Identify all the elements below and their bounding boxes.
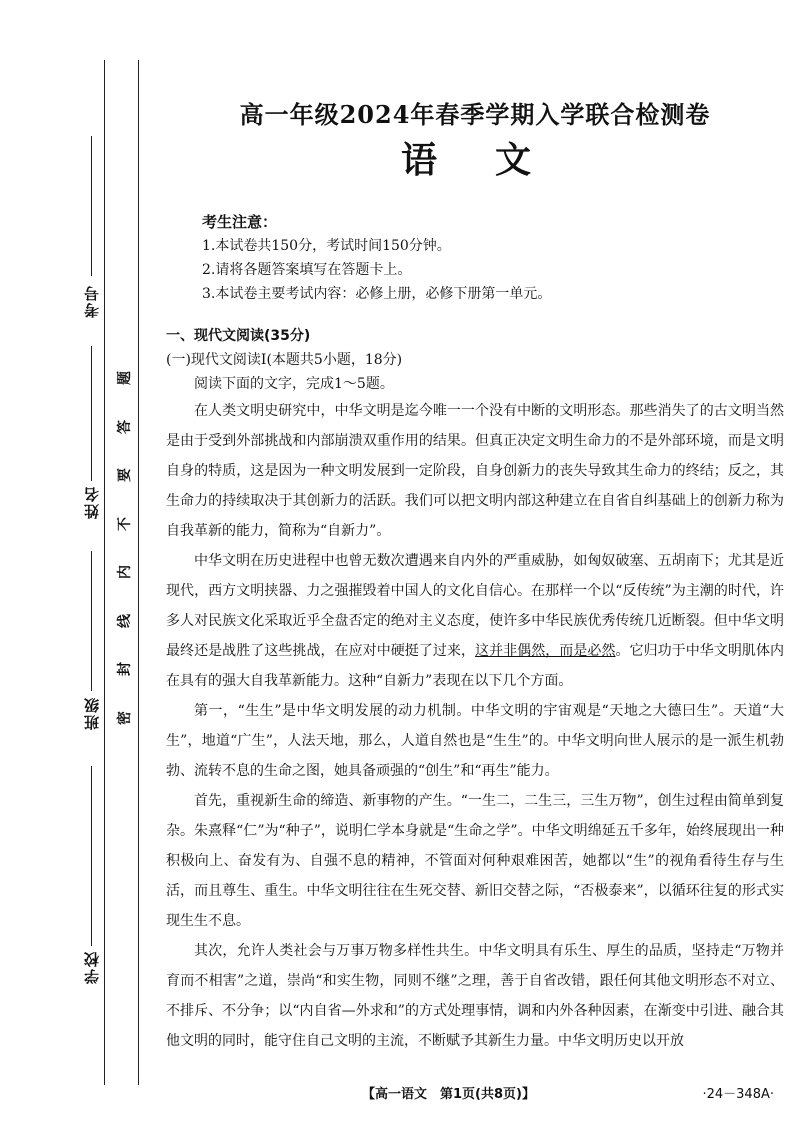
field-school <box>74 950 108 984</box>
reading-instruction: 阅读下面的文字，完成1～5题。 <box>194 376 394 392</box>
paragraph-text: 。它归功于中华文明肌体内在具有的强大自我革新能力。这种“自新力”表现在以下几个方面。 <box>166 643 785 689</box>
seal-char: 密 <box>117 710 133 725</box>
section-heading: 一、现代文阅读(35分) <box>166 328 311 344</box>
passage-paragraph: 其次，允许人类社会与万事万物多样性共生。中华文明具有乐生、厚生的品质，坚持走“万物并育而不相害”之道，崇尚“和实生物，同则不继”之理，善于自省改错，跟任何其他文明形态不对立、不排斥、不分争；以“内自省—外求和”的方式处理事情，调和内外各种因素，在渐变中引进、融合其他文明的同时，能守住自己文明的主流，不断赋予其新生力量。中华文明历史以开放 <box>166 943 784 1049</box>
underlined-sentence: 这并非偶然，而是必然 <box>475 643 616 659</box>
field-label-name: 姓名 <box>82 485 101 519</box>
exam-number-line[interactable] <box>91 136 92 276</box>
exam-title: 高一年级2024年春季学期入学联合检测卷 <box>239 100 711 129</box>
seal-char: 封 <box>117 662 133 677</box>
notice-title: 考生注意： <box>202 213 278 231</box>
seal-char: 答 <box>117 419 133 434</box>
seal-char: 内 <box>117 565 133 580</box>
page-number: 【高一语文 第1页(共8页)】 <box>362 1087 535 1102</box>
subsection-heading: (一)现代文阅读Ⅰ(本题共5小题，18分) <box>166 352 403 368</box>
seal-warning <box>112 368 136 728</box>
field-exam-number <box>74 284 108 318</box>
subject-title: 语文 <box>400 139 589 181</box>
seal-rule <box>138 60 139 1085</box>
seal-char: 要 <box>117 468 133 483</box>
field-name <box>74 485 108 519</box>
binding-margin <box>0 0 135 1123</box>
passage-paragraph: 在人类文明史研究中，中华文明是迄今唯一一个没有中断的文明形态。那些消失了的古文明当然是由于受到外部挑战和内部崩溃双重作用的结果。但真正决定文明生命力的不是外部环境，而是文明自身的特质，这是因为一种文明发展到一定阶段，自身创新力的丧失导致其生命力的终结；反之，其生命力的持续取决于其创新力的活跃。我们可以把文明内部这种建立在自省自纠基础上的创新力称为自我革新的能力，简称为“自新力”。 <box>166 403 784 539</box>
field-class <box>74 696 108 730</box>
notice-item: 2.请将各题答案填写在答题卡上。 <box>202 262 412 278</box>
margin-rule <box>104 60 105 1085</box>
exam-page <box>166 100 784 1056</box>
class-line[interactable] <box>91 551 92 691</box>
paragraph-text: 中华文明在历史进程中也曾无数次遭遇来自内外的严重威胁，如匈奴破塞、五胡南下；尤其是近现代，西方文明挟器、力之强摧毁着中国人的文化自信心。在那样一个以“反传统”为主潮的时代，许多人对民族文化采取近乎全盘否定的绝对主义态度，使许多中华民族优秀传统几近断裂。但中华文明最终还是战胜了这些挑战，在应对中硬挺了过来， <box>166 553 784 659</box>
passage-paragraph <box>166 546 784 696</box>
field-label-exam-number: 考号 <box>82 284 101 318</box>
paper-code: ·24－348A· <box>702 1087 774 1102</box>
candidate-notice <box>202 210 784 306</box>
name-line[interactable] <box>91 346 92 481</box>
passage-paragraph: 首先，重视新生命的缔造、新事物的产生。“一生二，二生三，三生万物”，创生过程由简单到复杂。朱熹释“仁”为“种子”，说明仁学本身就是“生命之学”。中华文明绵延五千多年，始终展现出一种积极向上、奋发有为、自强不息的精神，不管面对何种艰难困苦，她都以“生”的视角看待生存与生活，而且尊生、重生。中华文明往往在生死交替、新旧交替之际，“否极泰来”，以循环往复的形式实现生生不息。 <box>166 793 784 929</box>
seal-char: 线 <box>117 613 133 628</box>
notice-item: 3.本试卷主要考试内容：必修上册，必修下册第一单元。 <box>202 286 552 302</box>
field-label-class: 班级 <box>82 696 101 730</box>
school-line[interactable] <box>91 766 92 946</box>
seal-char: 不 <box>117 516 133 531</box>
seal-char: 题 <box>117 371 133 385</box>
passage-paragraph: 第一，“生生”是中华文明发展的动力机制。中华文明的宇宙观是“天地之大德曰生”。天道“大生”，地道“广生”，人法天地，那么，人道自然也是“生生”的。中华文明向世人展示的是一派生机勃勃、流转不息的生命之图，她具备顽强的“创生”和“再生”能力。 <box>166 703 784 779</box>
field-label-school: 学校 <box>82 950 101 984</box>
notice-item: 1.本试卷共150分，考试时间150分钟。 <box>202 238 451 254</box>
